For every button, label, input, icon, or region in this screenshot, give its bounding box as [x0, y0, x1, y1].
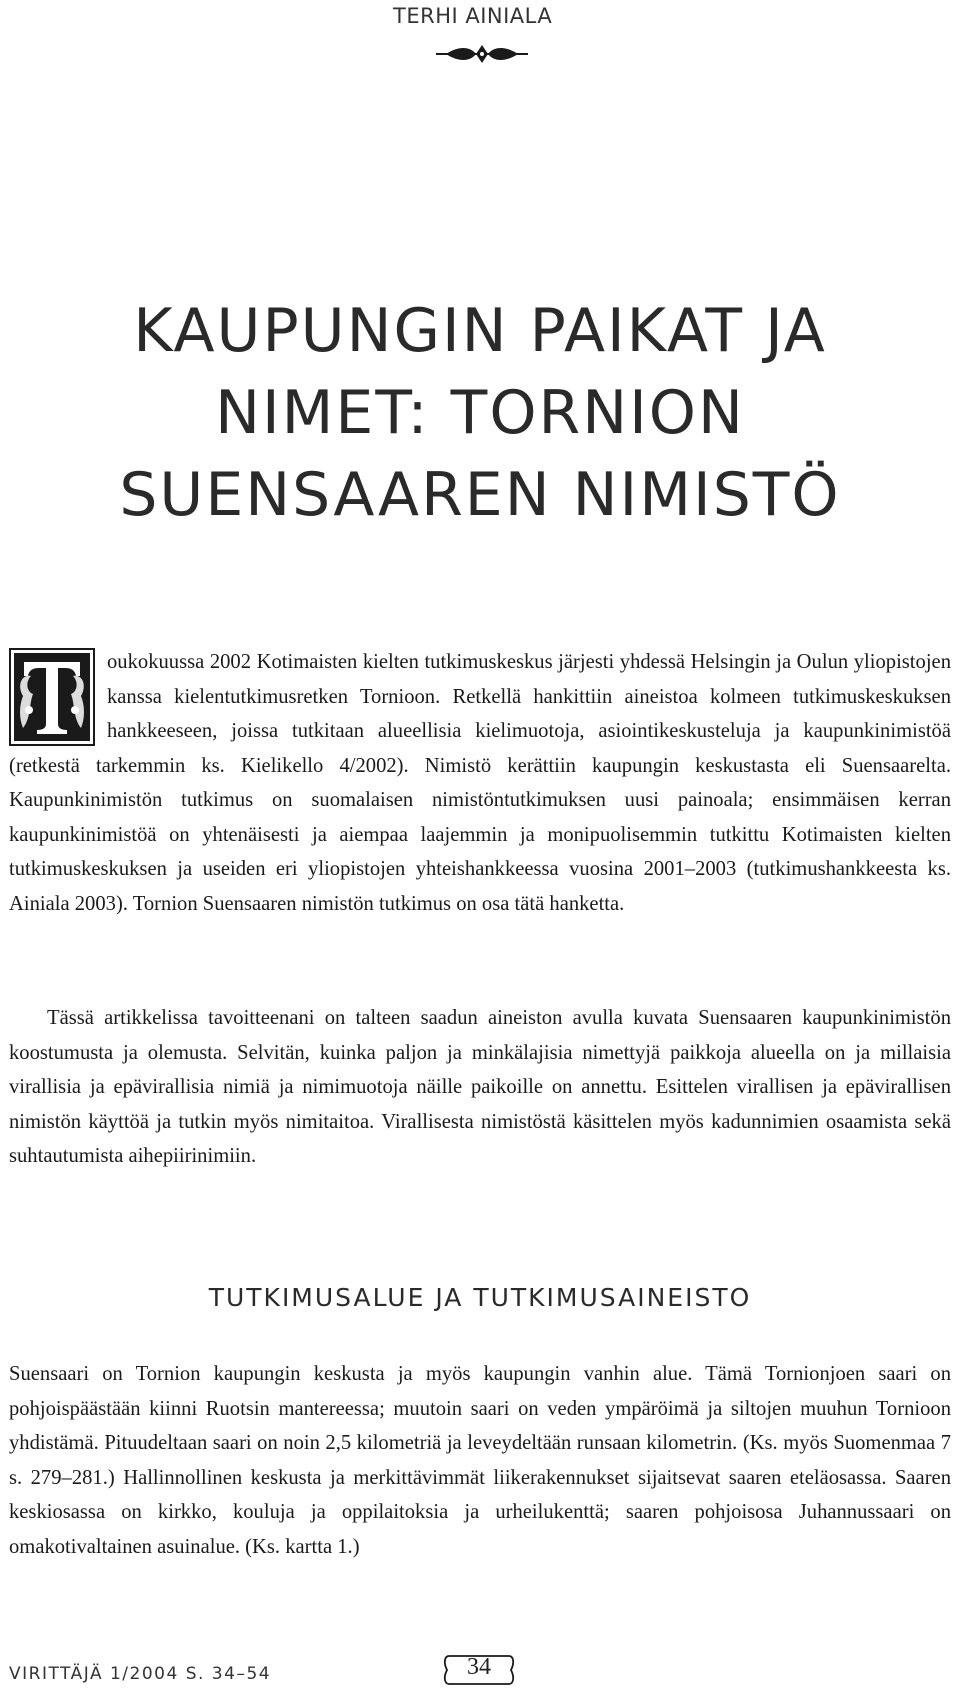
journal-citation: VIRITTÄJÄ 1/2004 S. 34–54: [9, 1664, 272, 1684]
article-title: [0, 290, 960, 536]
title-line: KAUPUNGIN PAIKAT JA: [133, 296, 827, 366]
section-paragraph: Suensaari on Tornion kaupungin keskusta ja myös kaupungin vanhin alue. Tämä Tornionjoen saari on pohjoispäästään kiinni Ruotsin mantereessa; muutoin saari on veden ympäröimä ja siltojen muuhun Tornioon yhdistämä. Pituudeltaan saari on noin 2,5 kilometriä ja leveydeltään runsaan kilometrin. (Ks. myös Suomenmaa 7 s. 279–281.) Hallinnollinen keskusta ja merkittävimmät liikerakennukset sijaitsevat saaren eteläosassa. Saaren keskiosassa on kirkko, kouluja ja oppilaitoksia ja urheilukenttä; saaren pohjoisosa Juhannussaari on omakotivaltainen asuinalue. (Ks. kartta 1.): [9, 1363, 951, 1558]
body-paragraph: Tässä artikkelissa tavoitteenani on talteen saadun aineiston avulla kuvata Suensaaren kaupunkinimistön koostumusta ja olemusta. Selvitän, kuinka paljon ja minkälajisia nimettyjä paikkoja alueella on ja millaisia virallisia ja epävirallisia nimiä ja nimimuotoja näille paikoille on annettu. Esittelen virallisen ja epävirallisen nimistön käyttöä ja tutkin myös nimitaitoa. Virallisesta nimistöstä käsittelen myös kadunnimien osaamista sekä suhtautumista aihepiirinimiin.: [9, 1007, 951, 1167]
title-line: SUENSAAREN NIMISTÖ: [119, 460, 841, 530]
section-heading: TUTKIMUSALUE JA TUTKIMUSAINEISTO: [208, 1283, 752, 1312]
intro-paragraph: [9, 645, 951, 921]
page-number: [441, 1650, 517, 1690]
author-name: TERHI AINIALA: [393, 4, 553, 28]
dropcap-t-icon: [9, 648, 95, 746]
title-line: NIMET: TORNION: [215, 378, 745, 448]
ornament-divider: [436, 42, 528, 66]
intro-text: oukokuussa 2002 Kotimaisten kielten tutkimuskeskus järjesti yhdessä Helsingin ja Oulun yliopistojen kanssa kielentutkimusretken Tornioon. Retkellä hankittiin aineistoa kolmeen tutkimuskeskuksen hankkeeseen, joissa tutkitaan alueellisia kielimuotoja, asiointikeskusteluja ja kaupunkinimistöä (retkestä tarkemmin ks. Kielikello 4/2002). Nimistö kerättiin kaupungin keskustasta eli Suensaarelta. Kaupunkinimistön tutkimus on suomalaisen nimistöntutkimuksen uusi painoala; ensimmäisen kerran kaupunkinimistöä on yhtenäisesti ja aiempaa laajemmin ja monipuolisemmin tutkittu Kotimaisten kielten tutkimuskeskuksen ja useiden eri yliopistojen yhteishankkeessa vuosina 2001–2003 (tutkimushankkeesta ks. Ainiala 2003). Tornion Suensaaren nimistön tutkimus on osa tätä hanketta.: [9, 651, 951, 915]
page-number-text: 34: [467, 1654, 491, 1680]
